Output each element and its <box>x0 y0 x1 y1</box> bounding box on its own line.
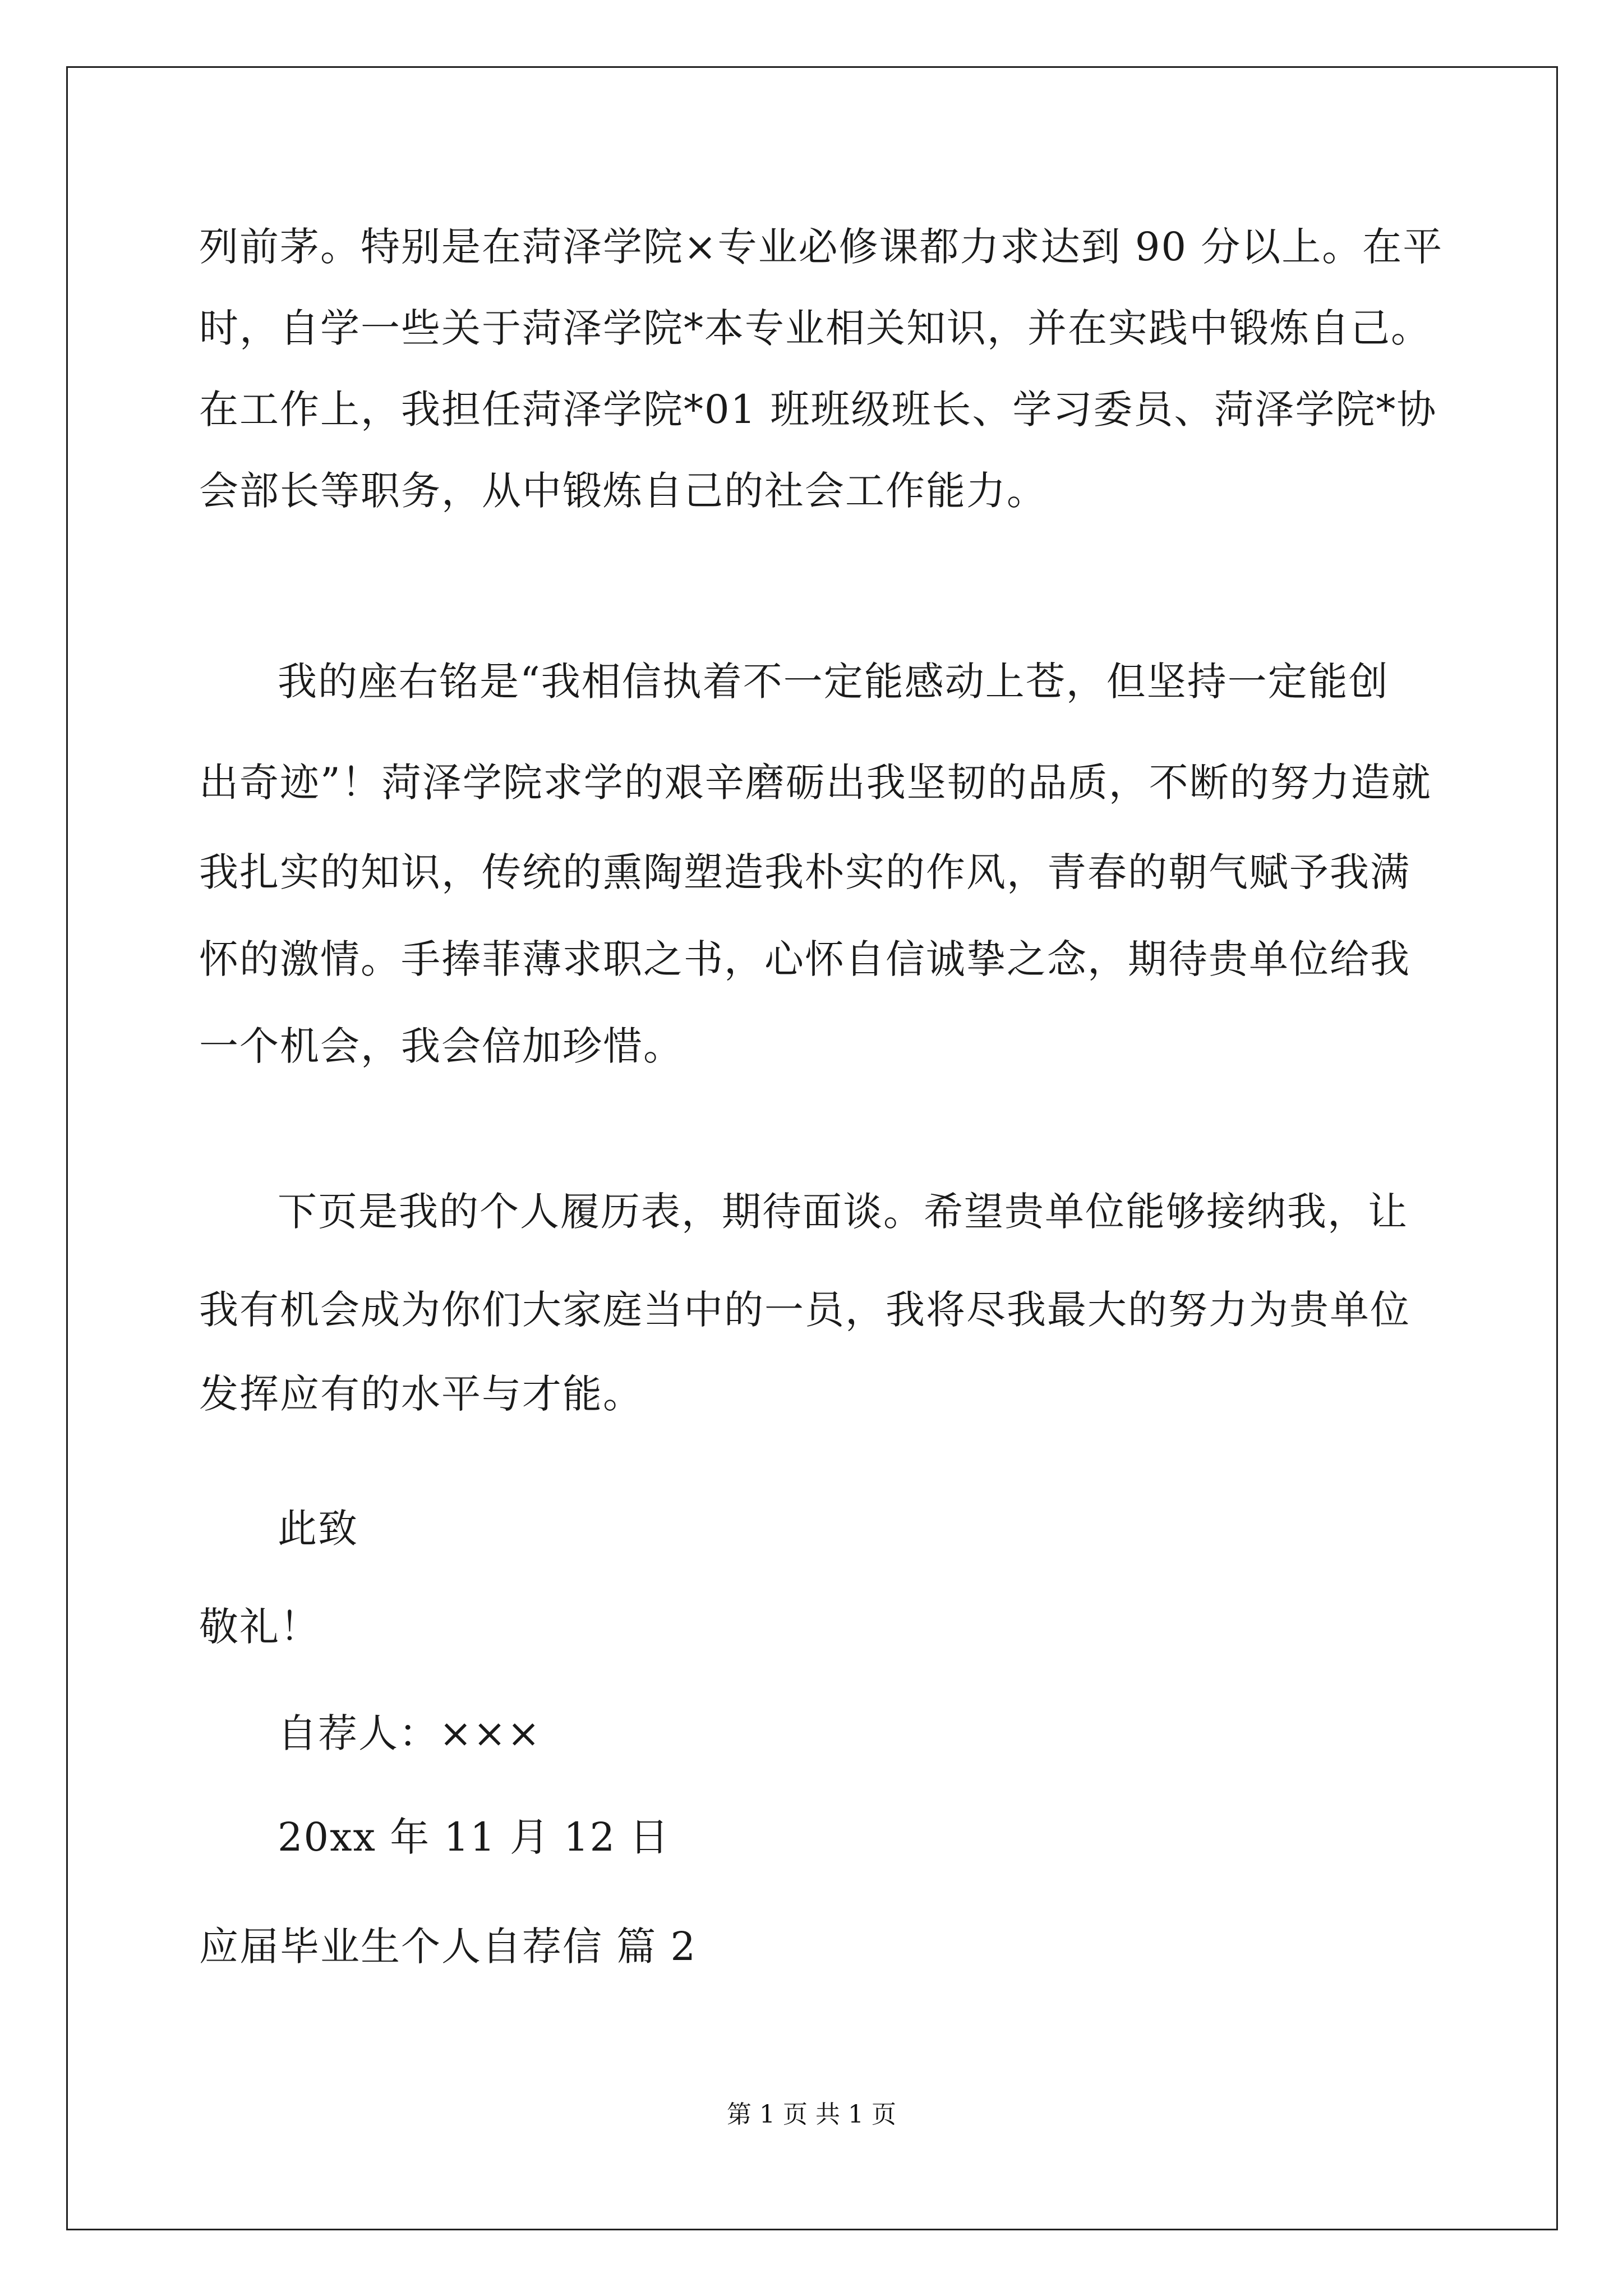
page-footer: 第 1 页 共 1 页 <box>727 2100 896 2129</box>
paragraph-line: 会部长等职务，从中锻炼自己的社会工作能力。 <box>199 468 1047 514</box>
paragraph-line: 出奇迹”！菏泽学院求学的艰辛磨砺出我坚韧的品质，不断的努力造就 <box>199 760 1432 806</box>
section-heading: 应届毕业生个人自荐信 篇 2 <box>199 1924 697 1970</box>
paragraph-line: 我的座右铭是“我相信执着不一定能感动上苍，但坚持一定能创 <box>278 659 1389 705</box>
paragraph-line: 一个机会，我会倍加珍惜。 <box>199 1023 684 1069</box>
signature-line: 自荐人：××× <box>278 1710 541 1756</box>
closing-regards: 敬礼！ <box>199 1604 320 1650</box>
paragraph-line: 下页是我的个人履历表，期待面谈。希望贵单位能够接纳我，让 <box>278 1189 1408 1235</box>
paragraph-line: 我有机会成为你们大家庭当中的一员，我将尽我最大的努力为贵单位 <box>199 1287 1410 1333</box>
date-line: 20xx 年 11 月 12 日 <box>278 1814 670 1860</box>
paragraph-line: 怀的激情。手捧菲薄求职之书，心怀自信诚挚之念，期待贵单位给我 <box>199 936 1410 982</box>
paragraph-line: 发挥应有的水平与才能。 <box>199 1371 643 1417</box>
paragraph-line: 我扎实的知识，传统的熏陶塑造我朴实的作风，青春的朝气赋予我满 <box>199 849 1410 895</box>
closing-salutation: 此致 <box>278 1506 358 1552</box>
paragraph-line: 时，自学一些关于菏泽学院*本专业相关知识，并在实践中锻炼自己。 <box>199 305 1431 351</box>
paragraph-line: 列前茅。特别是在菏泽学院×专业必修课都力求达到 90 分以上。在平 <box>199 224 1444 270</box>
paragraph-line: 在工作上，我担任菏泽学院*01 班班级班长、学习委员、菏泽学院*协 <box>199 386 1437 432</box>
